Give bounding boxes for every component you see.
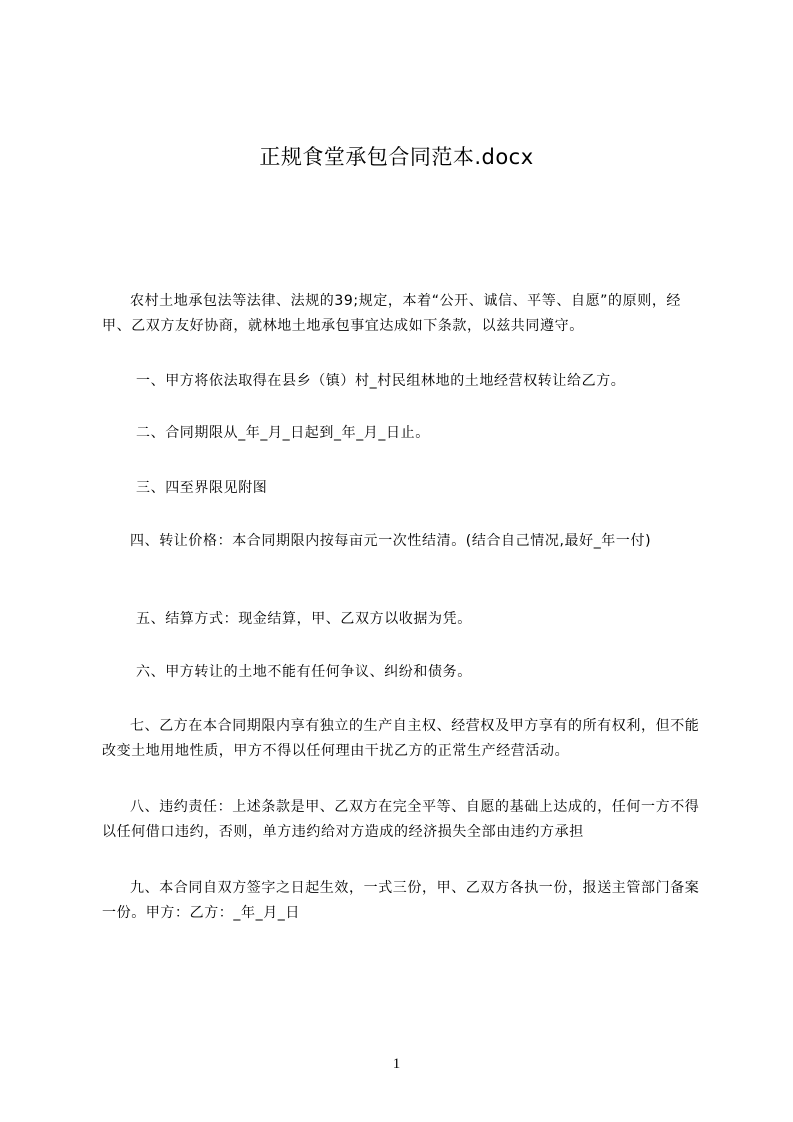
document-title: 正规食堂承包合同范本.docx xyxy=(259,145,534,169)
clause-2: 二、合同期限从_年_月_日起到_年_月_日止。 xyxy=(136,425,430,441)
clause-5: 五、结算方式：现金结算，甲、乙双方以收据为凭。 xyxy=(136,611,472,627)
page-number: 1 xyxy=(392,1056,401,1072)
clause-1: 一、甲方将依法取得在县乡（镇）村_村民组林地的土地经营权转让给乙方。 xyxy=(136,373,626,389)
intro-paragraph: 农村土地承包法等法律、法规的39;规定，本着“公开、诚信、平等、自愿”的原则，经甲、乙双方友好协商，就林地土地承包事宜达成如下条款，以兹共同遵守。 xyxy=(102,293,682,334)
clause-6: 六、甲方转让的土地不能有任何争议、纠纷和债务。 xyxy=(136,664,472,680)
clause-4: 四、转让价格：本合同期限内按每亩元一次性结清。(结合自己情况,最好_年一付) xyxy=(130,533,652,549)
clause-9: 九、本合同自双方签字之日起生效，一式三份，甲、乙双方各执一份，报送主管部门备案一份。甲方：乙方：_年_月_日 xyxy=(102,880,700,921)
clause-7: 七、乙方在本合同期限内享有独立的生产自主权、经营权及甲方享有的所有权利，但不能改变土地用地性质，甲方不得以任何理由干扰乙方的正常生产经营活动。 xyxy=(102,718,700,759)
clause-3: 三、四至界限见附图 xyxy=(136,480,268,496)
clause-8: 八、违约责任：上述条款是甲、乙双方在完全平等、自愿的基础上达成的，任何一方不得以任何借口违约，否则，单方违约给对方造成的经济损失全部由违约方承担 xyxy=(102,799,700,840)
